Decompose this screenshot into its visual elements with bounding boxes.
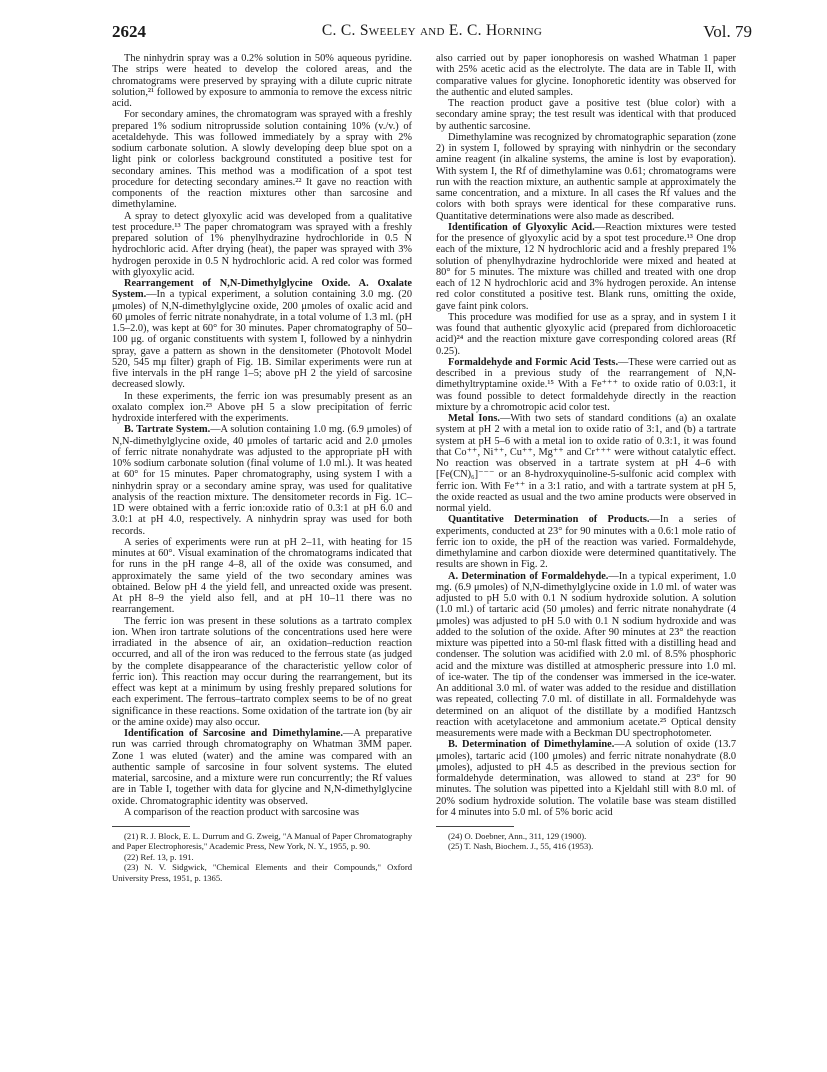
section-heading: B. Determination of Dimethylamine. bbox=[448, 739, 615, 751]
section-heading: B. Tartrate System. bbox=[124, 424, 211, 436]
paragraph-text: —In a typical experiment, a solution containing 3.0 mg. (20 μmoles) of N,N-dimethylglycine oxide, 200 μmoles of oxalic acid and 60 μmoles of ferric nitrate nonahydrate, in a total volume of 1.3 ml. (pH 1.5–2.0), was kept at 60° for 30 minutes. Paper chromatography of 50–100 μg. of organic constituents with system I, followed by a ninhydrin spray, gave a pattern as shown in the densitometer (Photovolt Model 520, 545 mμ filter) graph of Fig. 1B. Similar experiments were run at five intervals in the pH range 1–5; above pH 2 the yield of sarcosine decreased slowly. bbox=[112, 289, 412, 391]
section-heading: Metal Ions. bbox=[448, 413, 500, 424]
section-heading: A. Determination of Formaldehyde. bbox=[448, 570, 609, 582]
paragraph-text: —With two sets of standard conditions (a) an oxalate system at pH 2 with a metal ion to oxide ratio of 3:1, and (b) a tartrate system at pH 5–6 with a metal ion to oxide ratio of 0.3:1, it was found that Co⁺⁺, Ni⁺⁺, Cu⁺⁺, Mg⁺⁺ and Cr⁺⁺⁺ were without catalytic effect. No reaction was observed in a tartrate system at pH 4–6 with [Fe(CN)₆]⁻⁻⁻ or an 8-hydroxyquinoline-5-sulfonic acid complex with ferric ion. With Fe⁺⁺ in a 3:1 ratio, and with a tartrate system at pH 5, the oxide reacted as usual and the two amine products were observed in normal yield. bbox=[436, 413, 736, 514]
footnote: (23) N. V. Sidgwick, "Chemical Elements and their Compounds," Oxford University Press, 1951, p. 1365. bbox=[112, 862, 412, 883]
paragraph bbox=[436, 413, 736, 514]
paragraph-text: —In a typical experiment, 1.0 mg. (6.9 μmoles) of N,N-dimethylglycine oxide in 1.0 ml. of water was adjusted to pH 5.0 with 0.1 N sodium hydroxide solution. A solution (1.0 ml.) of tartaric acid (50 μmoles) and ferric nitrate nonahydrate (4 μmoles) was adjusted to pH 5.0 with 0.1 N sodium hydroxide and was added to the solution of the oxide. After 90 minutes at 23° the reaction mixture was pipetted into a 50-ml flask fitted with a distilling head and condenser. The solution was acidified with 2.0 ml. of 8.5% phosphoric acid and the mixture was distilled at atmospheric pressure into 1.0 ml. of ice-water. The tip of the condenser was immersed in the ice-water. An additional 3.0 ml. of water was added to the residue and distillation was repeated, collecting 7.0 ml. of distillate in all. Formaldehyde was determined on an aliquot of the distillate by a modified Hantzsch reaction with acetylacetone and ammonium acetate.²⁵ Optical density measurements were made with a Beckman DU spectrophotometer. bbox=[436, 570, 736, 739]
paragraph-text: —In a series of experiments, conducted at 23° for 90 minutes with a 0.6:1 mole ratio of ferric ion to oxide, the pH of the reaction was varied. Formaldehyde, dimethylamine and carbon dioxide were determined quantitatively. The results are shown in Fig. 2. bbox=[436, 514, 736, 571]
footnote: (24) O. Doebner, Ann., 311, 129 (1900). bbox=[448, 831, 587, 841]
paragraph: This procedure was modified for use as a spray, and in system I it was found that authentic glyoxylic acid (prepared from dichloroacetic acid)²⁴ and the reaction mixture gave corresponding colored areas (Rf 0.25). bbox=[436, 311, 736, 357]
page-number: 2624 bbox=[112, 22, 146, 41]
paragraph bbox=[436, 514, 736, 570]
paragraph: The ninhydrin spray was a 0.2% solution in 50% aqueous pyridine. The strips were heated to develop the colored areas, and the chromatograms were preserved by spraying with a dilute cupric nitrate solution,²¹ followed by exposure to ammonia to remove the excess nitric acid. bbox=[112, 53, 412, 109]
paragraph bbox=[436, 571, 736, 740]
paragraph: The reaction product gave a positive test (blue color) with a secondary amine spray; the test result was identical with that produced by authentic sarcosine. bbox=[436, 98, 736, 132]
paragraph: A spray to detect glyoxylic acid was developed from a qualitative test procedure.¹³ The paper chromatogram was sprayed with a freshly prepared solution of 1% phenylhydrazine hydrochloride in 0.5 N hydrochloric acid. After drying (heat), the paper was sprayed with 3% hydrogen peroxide in 0.5 N hydrochloric acid. A red color was formed with glyoxylic acid. bbox=[112, 210, 412, 278]
paragraph: A comparison of the reaction product with sarcosine was bbox=[124, 806, 359, 818]
paragraph-text: —A solution of oxide (13.7 μmoles), tartaric acid (100 μmoles) and ferric nitrate nonahydrate (8.0 μmoles), adjusted to pH 4.5 as described in the previous section for formaldehyde determination, was allowed to stand at 23° for 90 minutes. The solution was pipetted into a Kjeldahl still with 8.0 ml. of 20% sodium hydroxide solution. The volatile base was steam distilled for 4 minutes into 5.0 ml. of 5% boric acid bbox=[436, 739, 736, 818]
volume-label: Vol. 79 bbox=[703, 22, 752, 41]
paragraph: Dimethylamine was recognized by chromatographic separation (zone 2) in system I, followed by spraying with ninhydrin or the secondary amine reagent (in alkaline systems, the amine is lost by evaporation). With system I, the Rf of dimethylamine was 0.61; chromatograms were run with the reaction mixture, an authentic sample at approximately the same concentration, and a mixture. In all cases the Rf values and the colors with both sprays were identical for these comparative runs. Quantitative determinations were also made as described. bbox=[436, 131, 736, 222]
paragraph bbox=[436, 222, 736, 312]
section-heading: Rearrangement of N,N-Dimethylglycine Oxide. A. Oxalate System. bbox=[112, 278, 412, 301]
right-column bbox=[436, 53, 736, 852]
paragraph-text: —These were carried out as described in a previous study of the rearrangement of N,N-dimethyltryptamine oxide.¹⁵ With a Fe⁺⁺⁺ to oxide ratio of 0.03:1, it was found possible to detect formaldehyde directly in the reaction mixture by a chromotropic acid color test. bbox=[436, 356, 736, 413]
paragraph: A series of experiments were run at pH 2–11, with heating for 15 minutes at 60°. Visual examination of the chromatograms indicated that for runs in the pH range 4–8, all of the oxide was consumed, and approximately the same yield of the two secondary amines was obtained. Below pH 4 the yield fell, and unreacted oxide was present. At pH 8–9 the yield also fell, and at pH 10–11 there was no rearrangement. bbox=[112, 536, 412, 616]
footnote: (22) Ref. 13, p. 191. bbox=[124, 851, 194, 862]
footnote-rule bbox=[112, 826, 190, 827]
running-head-authors: C. C. Sweeley and E. C. Horning bbox=[321, 22, 543, 39]
running-header bbox=[112, 22, 752, 48]
section-heading: Quantitative Determination of Products. bbox=[448, 514, 650, 526]
footnote: (21) R. J. Block, E. L. Durrum and G. Zweig, "A Manual of Paper Chromatography and Paper Electrophoresis," Academic Press, New York, N. Y., 1955, p. 90. bbox=[112, 831, 412, 852]
section-heading: Identification of Glyoxylic Acid. bbox=[448, 221, 595, 233]
footnote-rule bbox=[436, 826, 514, 827]
footnote: (25) T. Nash, Biochem. J., 55, 416 (1953). bbox=[448, 841, 594, 852]
paragraph-text: —A solution containing 1.0 mg. (6.9 μmoles) of N,N-dimethylglycine oxide, 40 μmoles of tartaric acid and 2.0 μmoles of ferric nitrate nonahydrate was adjusted to the appropriate pH with 10% sodium carbonate solution (final volume of 1.0 ml.). It was heated at 60° for 15 minutes. Paper chromatography, using system I with a ninhydrin spray or a secondary amine spray, was used for qualitative analysis of the reaction mixture. The densitometer records in Fig. 1C–1D were obtained with a ferric ion:oxide ratio of 0.3:1 at pH 6.0 and 3.0:1 at pH 4.0, respectively. A ninhydrin spray was used for both records. bbox=[112, 424, 412, 537]
paragraph: also carried out by paper ionophoresis on washed Whatman 1 paper with 25% acetic acid as the electrolyte. The data are in Table II, with comparative values for glycine. Ionophoretic identity was observed for the authentic and eluted samples. bbox=[436, 53, 736, 98]
left-column bbox=[112, 53, 412, 883]
section-heading: Formaldehyde and Formic Acid Tests. bbox=[448, 356, 619, 368]
paragraph: In these experiments, the ferric ion was presumably present as an oxalato complex ion.²³ Above pH 5 a slow precipitation of ferric hydroxide interfered with the experiments. bbox=[112, 390, 412, 424]
paragraph bbox=[112, 278, 412, 391]
section-heading: Identification of Sarcosine and Dimethylamine. bbox=[124, 728, 343, 739]
paragraph: The ferric ion was present in these solutions as a tartrato complex ion. When iron tartrate solutions of the concentrations used here were irradiated in the absence of air, an oxidation–reduction reaction occurred, and all of the iron was reduced to the ferrous state (as judged by the complete disappearance of the characteristic yellow color of ferric ion). This reaction may occur during the rearrangement, but its effect was kept at a minimum by using freshly prepared solutions for each experiment. The ferrous–tartrato complex seems to be of no great significance in these reactions. Some oxidation of the tartrate ion (by air or the amine oxide) may also occur. bbox=[112, 615, 412, 728]
paragraph bbox=[436, 357, 736, 413]
paragraph bbox=[436, 739, 736, 818]
paragraph: For secondary amines, the chromatogram was sprayed with a freshly prepared 1% sodium nitroprusside solution containing 10% (v./v.) of acetaldehyde. This was followed immediately by a spray with 2% sodium carbonate solution. A slowly developing deep blue spot on a light pink or colorless background constituted a positive test for secondary amines. This method was a modification of a spot test procedure for detecting secondary amines.²² It gave no reaction with components of the reaction mixtures other than sarcosine and dimethylamine. bbox=[112, 109, 412, 211]
paragraph-text: —Reaction mixtures were tested for the presence of glyoxylic acid by a spot test procedure.¹³ One drop each of the mixture, 12 N hydrochloric acid and a freshly prepared 1% solution of phenylhydrazine hydrochloride were mixed and heated at 80° for 5 minutes. The mixture was chilled and treated with one drop each of 12 N hydrochloric acid and 3% hydrogen peroxide. An intense red color constituted a positive test. Blank runs, omitting the oxide, gave faint pink colors. bbox=[436, 221, 736, 312]
paragraph bbox=[112, 728, 412, 807]
paragraph bbox=[112, 424, 412, 537]
paragraph-text: —A preparative run was carried through chromatography on Whatman 3MM paper. Zone 1 was eluted (water) and the amine was compared with an authentic sample of sarcosine in four solvent systems. The eluted material, sarcosine, and a mixture were run concurrently; the Rf values are in Table I, together with data for glycine and N,N-dimethylglycine oxide. Chromatographic identity was observed. bbox=[112, 728, 412, 807]
